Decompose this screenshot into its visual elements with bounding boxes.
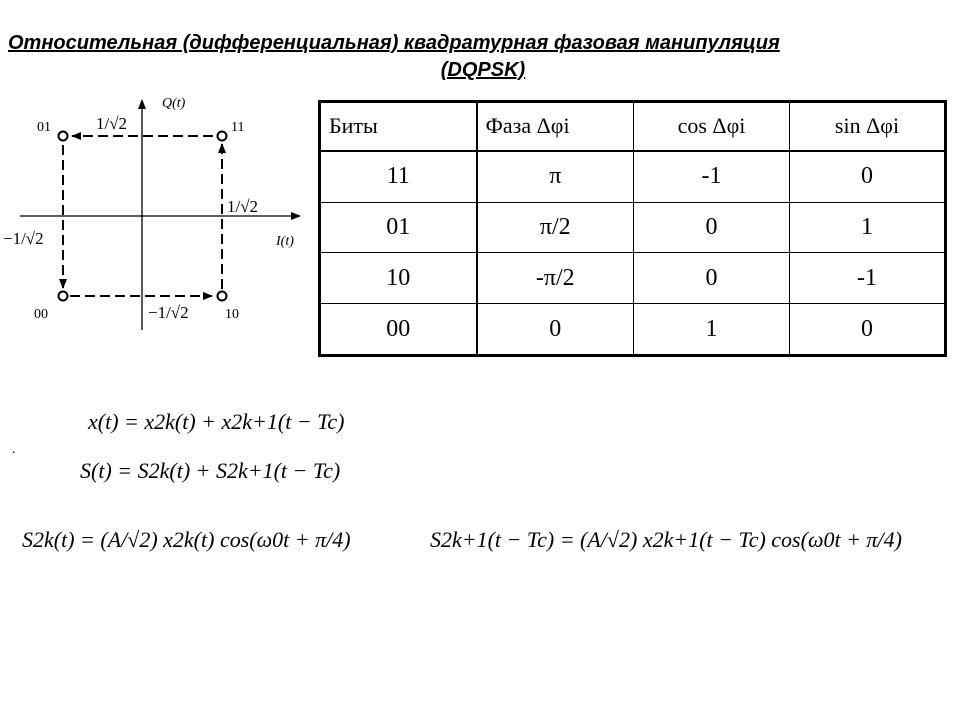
cell-phase: -π/2 — [477, 253, 634, 304]
cell-sin: -1 — [790, 253, 946, 304]
phase-table — [318, 100, 947, 357]
formula-s-t: S(t) = S2k(t) + S2k+1(t − Tc) — [80, 458, 341, 483]
stray-mark: . — [12, 442, 16, 457]
cell-sin: 1 — [790, 202, 946, 253]
bits-label-10: 10 — [225, 307, 239, 322]
slide-title — [8, 30, 948, 84]
cell-sin: 0 — [790, 304, 946, 356]
amplitude-label-bottom: −1/√2 — [148, 303, 189, 322]
bits-label-01: 01 — [37, 120, 51, 135]
cell-phase: π — [477, 151, 634, 202]
point-11 — [218, 132, 227, 141]
point-01 — [59, 132, 68, 141]
point-00 — [59, 292, 68, 301]
cell-bits: 10 — [320, 253, 477, 304]
i-axis-label: I(t) — [276, 234, 294, 249]
cell-bits: 01 — [320, 202, 477, 253]
cell-cos: 0 — [634, 202, 790, 253]
cell-bits: 11 — [320, 151, 477, 202]
amplitude-label-right: 1/√2 — [227, 197, 259, 216]
bits-label-11: 11 — [231, 120, 245, 135]
header-bits: Биты — [320, 102, 477, 151]
cell-cos: 1 — [634, 304, 790, 356]
bits-label-00: 00 — [34, 307, 48, 322]
point-10 — [218, 292, 227, 301]
title-line-1: Относительная (дифференциальная) квадратурная фазовая манипуляция — [8, 32, 780, 54]
cell-sin: 0 — [790, 151, 946, 202]
cell-phase: 0 — [477, 304, 634, 356]
table-row — [320, 151, 946, 202]
table-row — [320, 202, 946, 253]
cell-cos: 0 — [634, 253, 790, 304]
table-row — [320, 304, 946, 356]
header-phase: Фаза Δφi — [477, 102, 634, 151]
formula-s-2k-plus-1: S2k+1(t − Tc) = (A/√2) x2k+1(t − Tc) cos(ω0t + π/4) — [430, 527, 902, 552]
cell-cos: -1 — [634, 151, 790, 202]
amplitude-label-top: 1/√2 — [96, 114, 128, 133]
q-axis-label: Q(t) — [162, 96, 186, 111]
cell-bits: 00 — [320, 304, 477, 356]
header-cos: cos Δφi — [634, 102, 790, 151]
table-row — [320, 253, 946, 304]
amplitude-label-left: −1/√2 — [3, 229, 44, 248]
formula-x-t: x(t) = x2k(t) + x2k+1(t − Tc) — [88, 409, 345, 434]
cell-phase: π/2 — [477, 202, 634, 253]
constellation-diagram — [0, 88, 318, 348]
formula-s-2k: S2k(t) = (A/√2) x2k(t) cos(ω0t + π/4) — [22, 527, 351, 552]
title-line-2: (DQPSK) — [440, 59, 526, 81]
header-sin: sin Δφi — [790, 102, 946, 151]
table-header-row — [320, 102, 946, 151]
